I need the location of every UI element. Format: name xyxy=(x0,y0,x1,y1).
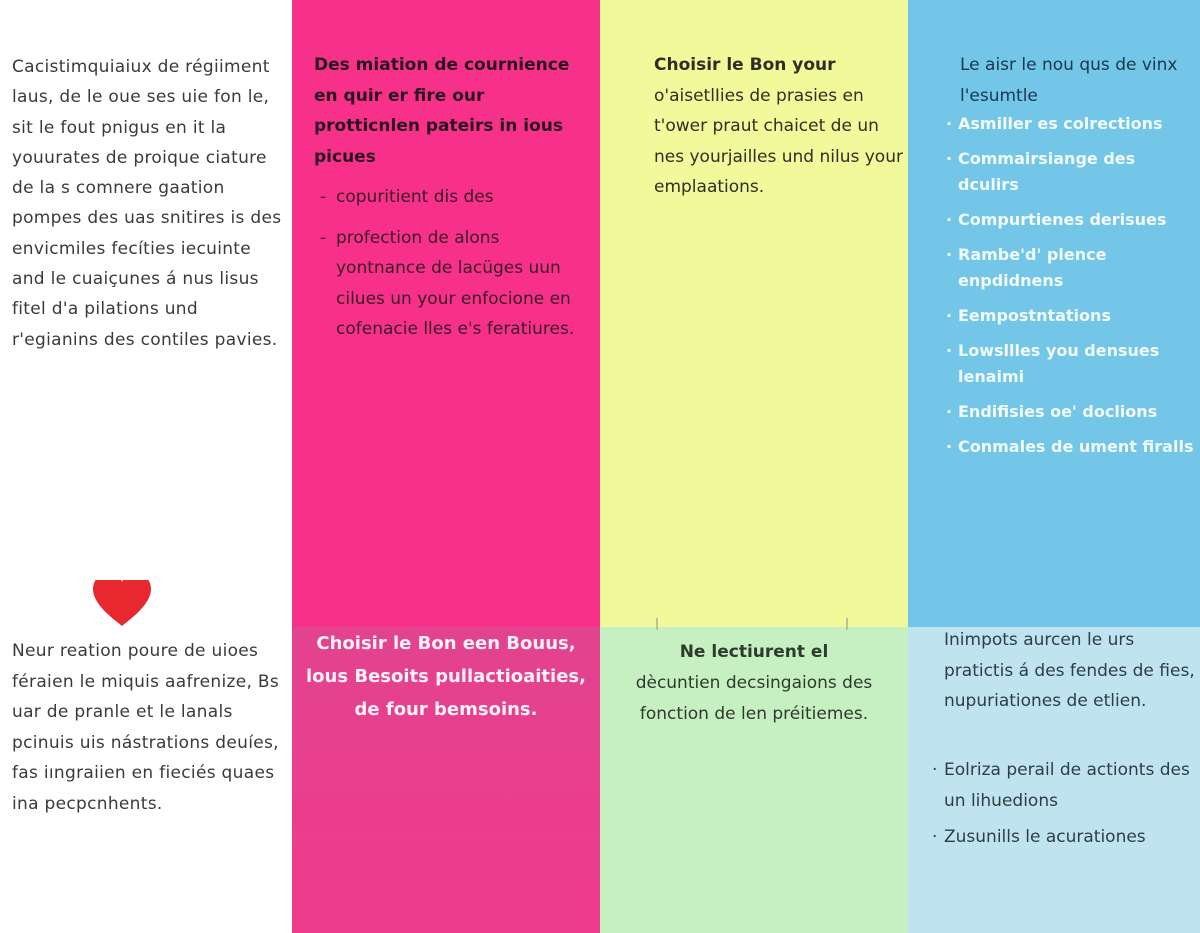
magenta-heading: Des miation de cournience en quir er fire our protticnlen pateirs in ious picues xyxy=(314,55,570,167)
list-item: · Lowsllles you densues lenaimi xyxy=(944,338,1196,390)
list-item: · Compurtienes derisues xyxy=(944,207,1196,233)
blue-list xyxy=(944,111,1196,469)
list-item: · Asmiller es colrections xyxy=(944,111,1196,137)
list-item: · Commairsiange des dculirs xyxy=(944,146,1196,198)
list-item: · Eolriza perail de actionts des un lihuedions xyxy=(930,755,1196,816)
light-blue-list xyxy=(930,755,1196,859)
list-item: · Rambe'd' plence enpdidnens xyxy=(944,242,1196,294)
yellow-heading: Choisir le Bon your xyxy=(654,55,836,75)
mint-panel xyxy=(600,627,908,933)
list-item: · Zusunills le acurationes xyxy=(930,822,1196,853)
magenta-footer-panel xyxy=(292,627,600,933)
list-item: · Endifisies oe' doclions xyxy=(944,399,1196,425)
closing-paragraph: Neur reation poure de uioes féraien le miquis aafrenize, Bs uar de pranle et le lanals pcinuis uis nástrations deuíes, fas iıngraiien en fieciés quaes ina pecpcnhents. xyxy=(12,641,280,814)
yellow-body: o'aisetlIies de prasies en t'ower praut chaicet de un nes yourjailles und nilus your emplaations. xyxy=(654,85,903,197)
mint-heading: Ne lectiurent el xyxy=(679,642,829,662)
list-item: · Conmales de ument firalls xyxy=(944,434,1196,460)
list-item: - profection de alons yontnance de lacüges uun cilues un your enfocione en cofenacie lles e's feratiures. xyxy=(314,223,584,345)
list-item: · Eempostntations xyxy=(944,303,1196,329)
magenta-footer-text: Choisir le Bon een Bouus, lous Besoits pullactioaities, de four bemsoins. xyxy=(306,633,586,720)
light-blue-heading: Inimpots aurcen le urs pratictis á des fendes de fies, nupuriationes de etlien. xyxy=(944,630,1195,711)
light-blue-panel xyxy=(908,627,1200,933)
divider-tick xyxy=(846,618,848,630)
yellow-panel xyxy=(600,0,908,627)
blue-heading: Le aisr le nou qus de vinx l'esumtle xyxy=(960,55,1178,106)
blue-panel xyxy=(908,0,1200,627)
intro-panel xyxy=(0,0,292,580)
list-item: - copuritient dis des xyxy=(314,182,584,213)
magenta-list xyxy=(314,182,584,345)
closing-panel xyxy=(0,580,292,933)
intro-paragraph: Cacistimquiaiux de régiiment laus, de le oue ses uie fon le, sit le fout pnigus en it la youurates de proique ciature de la s comnere gaation pompes des uas snitires is des envicmiles fecíties iecuinte and le cuaiçunes á nus lisus fitel d'a pilations und r'egianins des contiles pavies. xyxy=(12,57,282,350)
heart-icon xyxy=(90,580,154,628)
divider-tick xyxy=(656,618,658,630)
magenta-panel xyxy=(292,0,600,627)
mint-body: dècuntien decsingaions des fonction de len préitiemes. xyxy=(635,673,873,724)
